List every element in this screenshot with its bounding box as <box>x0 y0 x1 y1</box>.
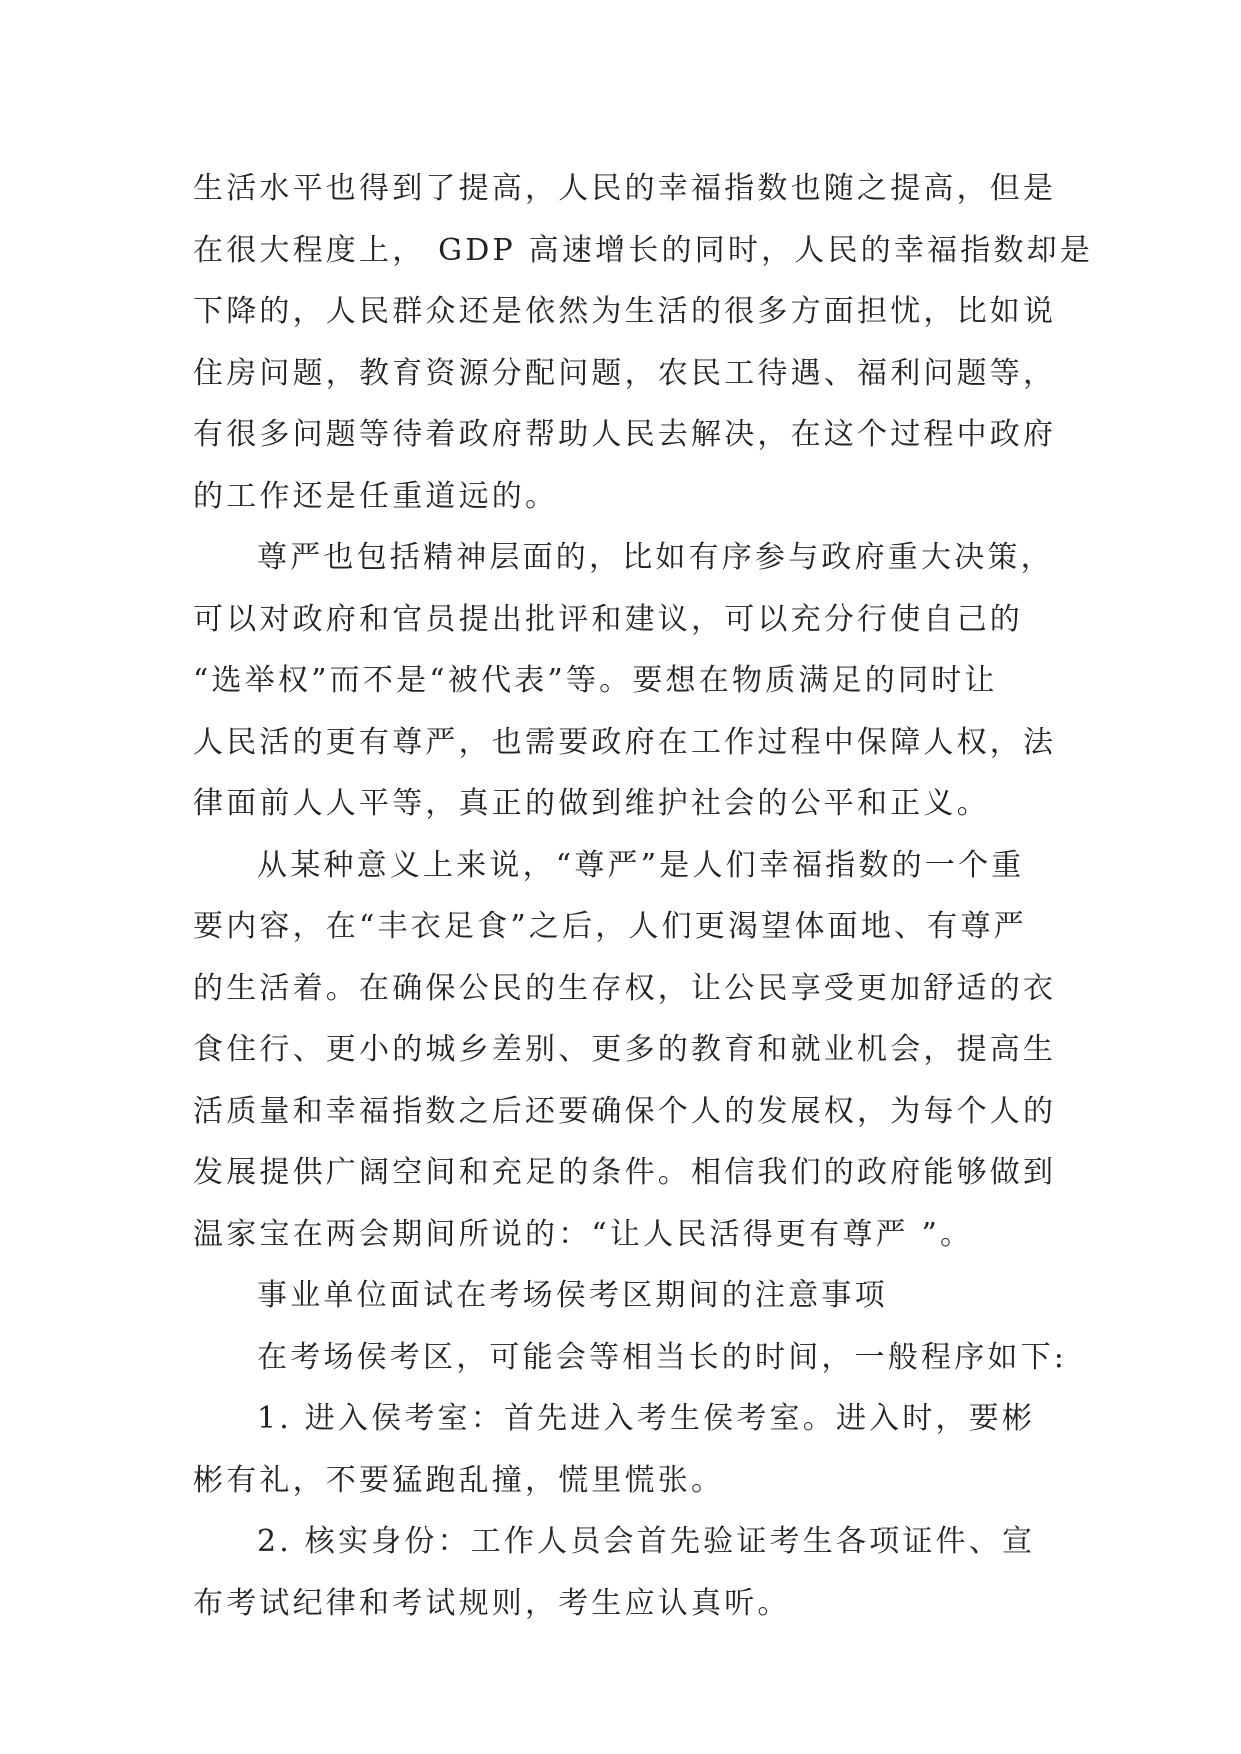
text-line: 可以对政府和官员提出批评和建议，可以充分行使自己的 <box>193 601 1023 637</box>
text-line: 温家宝在两会期间所说的：“让人民活得更有尊严 ”。 <box>193 1216 974 1252</box>
text-line: 的生活着。在确保公民的生存权，让公民享受更加舒适的衣 <box>193 970 1057 1006</box>
text-line: 要内容，在“丰衣足食”之后，人们更渴望体面地、有尊严 <box>193 909 1027 944</box>
text-line: 活质量和幸福指数之后还要确保个人的发展权，为每个人的 <box>193 1093 1057 1129</box>
text-line: 布考试纪律和考试规则，考生应认真听。 <box>193 1585 791 1621</box>
text-line: 发展提供广阔空间和充足的条件。相信我们的政府能够做到 <box>193 1155 1057 1190</box>
text-line: 食住行、更小的城乡差别、更多的教育和就业机会，提高生 <box>193 1032 1057 1067</box>
text-line: 尊严也包括精神层面的，比如有序参与政府重大决策， <box>257 540 1054 575</box>
text-line: 事业单位面试在考场侯考区期间的注意事项 <box>257 1278 888 1313</box>
text-line: 的工作还是任重道远的。 <box>193 478 559 514</box>
document-body <box>193 158 1094 1634</box>
text-line: 在考场侯考区，可能会等相当长的时间，一般程序如下: <box>257 1339 1068 1375</box>
text-line: 在很大程度上， GDP 高速增长的同时，人民的幸福指数却是 <box>193 232 1094 268</box>
text-line: 1. 进入侯考室：首先进入考生侯考室。进入时，要彬 <box>257 1401 1036 1436</box>
text-line: 彬有礼，不要猛跑乱撞，慌里慌张。 <box>193 1462 725 1498</box>
text-line: 有很多问题等待着政府帮助人民去解决，在这个过程中政府 <box>193 417 1057 452</box>
text-line: 住房问题，教育资源分配问题，农民工待遇、福利问题等， <box>193 355 1057 391</box>
text-line: 下降的，人民群众还是依然为生活的很多方面担忧，比如说 <box>193 294 1057 329</box>
text-line: 从某种意义上来说，“尊严”是人们幸福指数的一个重 <box>257 847 1025 883</box>
text-line: 生活水平也得到了提高，人民的幸福指数也随之提高，但是 <box>193 171 1057 206</box>
text-line: 2. 核实身份：工作人员会首先验证考生各项证件、宣 <box>257 1524 1036 1559</box>
text-line: 人民活的更有尊严，也需要政府在工作过程中保障人权，法 <box>193 724 1057 760</box>
text-line: 律面前人人平等，真正的做到维护社会的公平和正义。 <box>193 786 990 821</box>
text-line: “选举权”而不是“被代表”等。要想在物质满足的同时让 <box>193 663 998 698</box>
